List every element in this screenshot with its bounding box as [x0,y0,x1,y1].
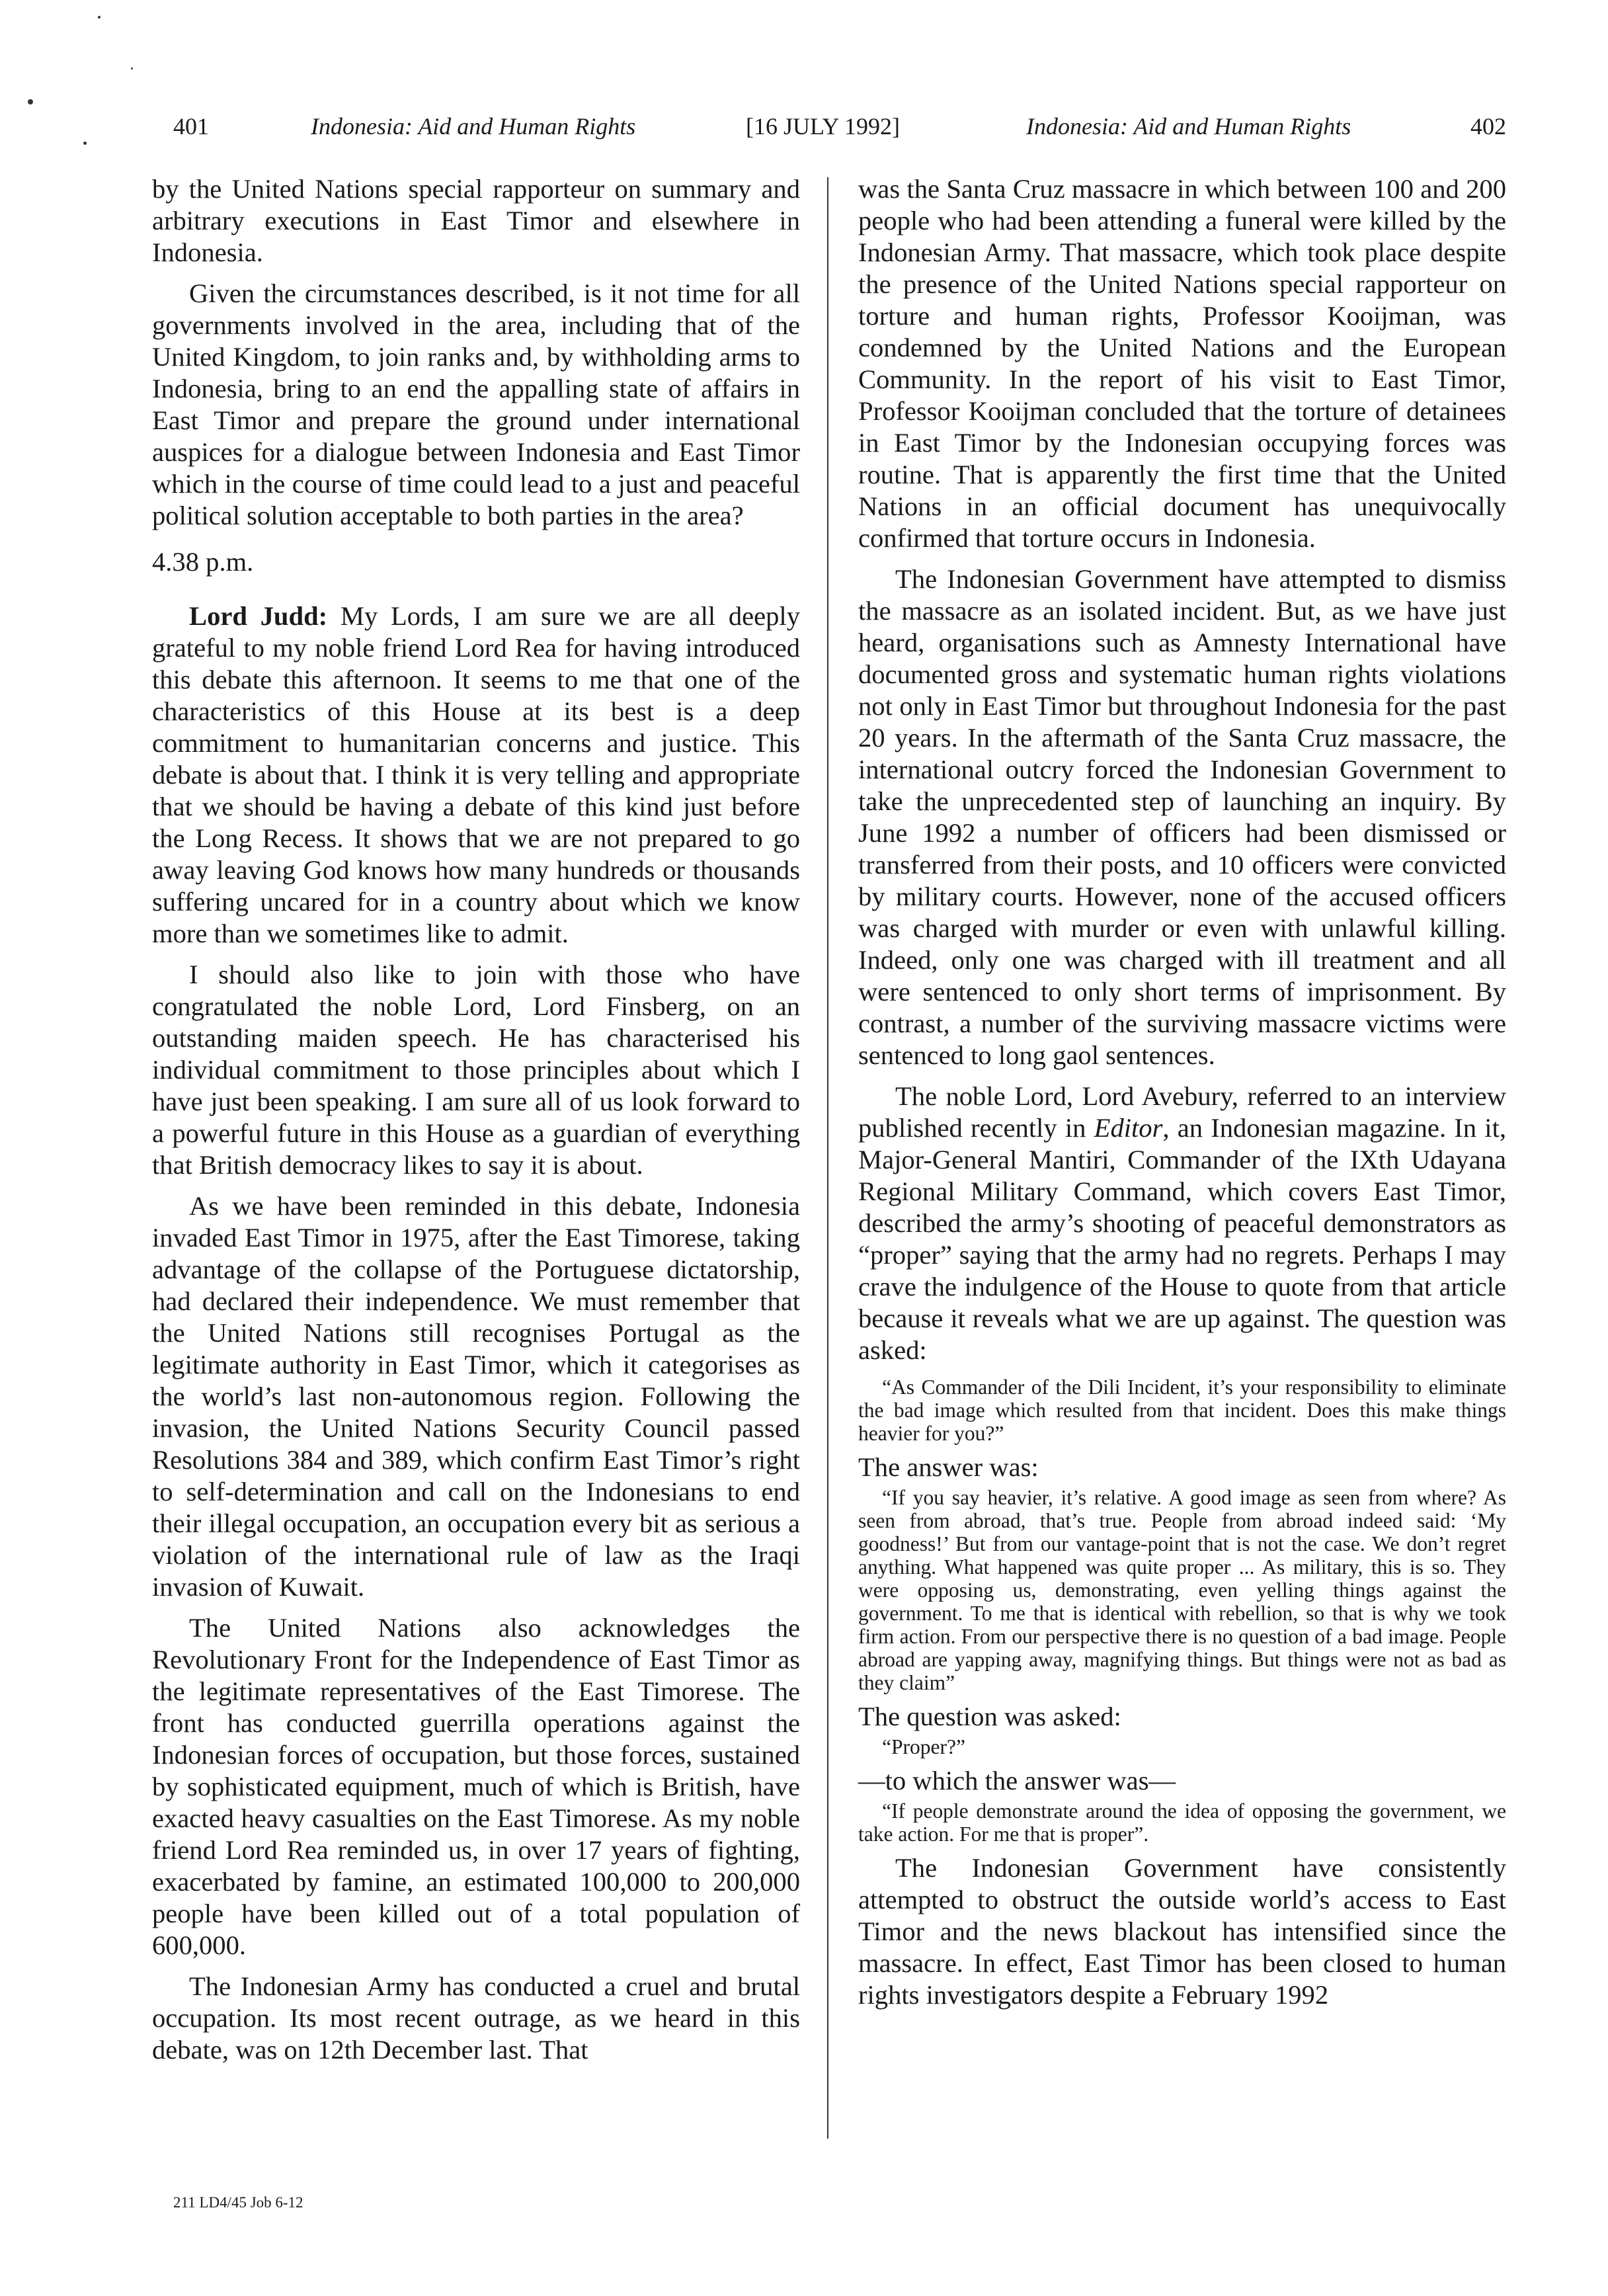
left-column [152,173,800,2075]
block-quote: “Proper?” [882,1735,965,1758]
left-running-title: Indonesia: Aid and Human Rights [311,113,636,140]
paragraph: The Indonesian Army has conducted a cruel and brutal occupation. Its most recent outrage, as we heard in this debate, was on 12th December last. That [152,1971,800,2065]
scan-speck [98,16,100,19]
paragraph: As we have been reminded in this debate, Indonesia invaded East Timor in 1975, after the East Timorese, taking advantage of the collapse of the Portuguese dictatorship, had declared their independence. We must remember that the United Nations still recognises Portugal as the legitimate authority in East Timor, which it categorises as the world’s last non-autonomous region. Following the invasion, the United Nations Security Council passed Resolutions 384 and 389, which confirm East Timor’s right to self-determination and call on the Indonesians to end their illegal occupation, an occupation every bit as serious a violation of the international rule of law as the Iraqi invasion of Kuwait. [152,1191,800,1602]
block-quote: “If people demonstrate around the idea of opposing the government, we take action. For me that is proper”. [858,1799,1506,1846]
paragraph-text: , an Indonesian magazine. In it, Major-General Mantiri, Commander of the IXth Udayana Regional Military Command, which covers East Timor, described the army’s shooting of peaceful demonstrators as “proper” saying that the army had no regrets. Perhaps I may crave the indulgence of the House to quote from that article because it reveals what we are up against. The question was asked: [858,1113,1506,1365]
scan-speck [83,142,87,145]
print-job-footer: 211 LD4/45 Job 6-12 [173,2194,303,2211]
paragraph: The Indonesian Government have consistently attempted to obstruct the outside world’s access to East Timor and the news blackout has intensified since the massacre. In effect, East Timor has been closed to human rights investigators despite a February 1992 [858,1853,1506,2010]
speech-text: My Lords, I am sure we are all deeply grateful to my noble friend Lord Rea for having introduced this debate this afternoon. It seems to me that one of the characteristics of this House at its best is a deep commitment to humanitarian concerns and justice. This debate is about that. I think it is very telling and appropriate that we should be having a debate of this kind just before the Long Recess. It shows that we are not prepared to go away leaving God knows how many hundreds or thousands suffering uncared for in a country about which we know more than we sometimes like to admit. [152,601,800,948]
right-column [858,173,1506,2020]
paragraph [858,1081,1506,1366]
paragraph: The Indonesian Government have attempted to dismiss the massacre as an isolated incident. But, as we have just heard, organisations such as Amnesty International have documented gross and systematic human rights violations not only in East Timor but throughout Indonesia for the past 20 years. In the aftermath of the Santa Cruz massacre, the international outcry forced the Indonesian Government to take the unprecedented step of launching an inquiry. By June 1992 a number of officers had been dismissed or transferred from their posts, and 10 officers were convicted by military courts. However, none of the accused officers was charged with murder or even with unlawful killing. Indeed, only one was charged with ill treatment and all were sentenced to only short terms of imprisonment. By contrast, a number of the surviving massacre victims were sentenced to long gaol sentences. [858,564,1506,1070]
publication-title: Editor [1094,1113,1163,1143]
block-quote: “As Commander of the Dili Incident, it’s your responsibility to eliminate the bad image which resulted from that incident. Does this make things heavier for you?” [858,1375,1506,1445]
scan-speck [131,67,133,69]
left-page-number: 401 [173,113,209,140]
paragraph [152,600,800,950]
quote-intro: —to which the answer was— [858,1766,1176,1795]
paragraph: The United Nations also acknowledges the Revolutionary Front for the Independence of East Timor as the legitimate representatives of the East Timorese. The front has conducted guerrilla operations against the Indonesian forces of occupation, but those forces, sustained by sophisticated equipment, much of which is British, have exacted heavy casualties on the East Timorese. As my noble friend Lord Rea reminded us, in over 17 years of fighting, exacerbated by famine, an estimated 100,000 to 200,000 people have been killed out of a total population of 600,000. [152,1613,800,1960]
quote-intro: The question was asked: [858,1702,1121,1731]
paragraph: Given the circumstances described, is it not time for all governments involved in the area, including that of the United Kingdom, to join ranks and, by withholding arms to Indonesia, bring to an end the appalling state of affairs in East Timor and prepare the ground under international auspices for a dialogue between Indonesia and East Timor which in the course of time could lead to a just and peaceful political solution acceptable to both parties in the area? [152,278,800,530]
timestamp: 4.38 p.m. [152,547,254,577]
paragraph-text: The noble Lord, Lord Avebury, referred to an interview published recently in [858,1081,1506,1143]
quote-intro: The answer was: [858,1452,1039,1482]
block-quote: “If you say heavier, it’s relative. A good image as seen from where? As seen from abroad, that’s true. People from abroad indeed said: ‘My goodness!’ But from our vantage-point that is not the case. We don’t regret anything. What happened was quite proper ... As military, this is so. They were opposing us, demonstrating, even yelling things against the government. To me that is identical with rebellion, so that is why we took firm action. From our perspective there is no question of a bad image. People abroad are yapping away, magnifying things. But things were not as bad as they claim” [858,1486,1506,1694]
right-page-number: 402 [1470,113,1506,140]
column-divider [827,177,828,2139]
paragraph: was the Santa Cruz massacre in which between 100 and 200 people who had been attending a funeral were killed by the Indonesian Army. That massacre, which took place despite the presence of the United Nations special rapporteur on torture and human rights, Professor Kooijman, was condemned by the United Nations and the European Community. In the report of his visit to East Timor, Professor Kooijman concluded that the torture of detainees in East Timor by the Indonesian occupying forces was routine. That is apparently the first time that the United Nations in an official document has unequivocally confirmed that torture occurs in Indonesia. [858,174,1506,553]
speaker-name: Lord Judd: [189,601,328,631]
sitting-date: [16 JULY 1992] [746,113,901,140]
paragraph: by the United Nations special rapporteur on summary and arbitrary executions in East Timor and elsewhere in Indonesia. [152,174,800,267]
paragraph: I should also like to join with those who have congratulated the noble Lord, Lord Finsberg, on an outstanding maiden speech. He has characterised his individual commitment to those principles about which I have just been speaking. I am sure all of us look forward to a powerful future in this House as a guardian of everything that British democracy likes to say it is about. [152,960,800,1180]
scan-speck [28,99,33,104]
right-running-title: Indonesia: Aid and Human Rights [1026,113,1351,140]
